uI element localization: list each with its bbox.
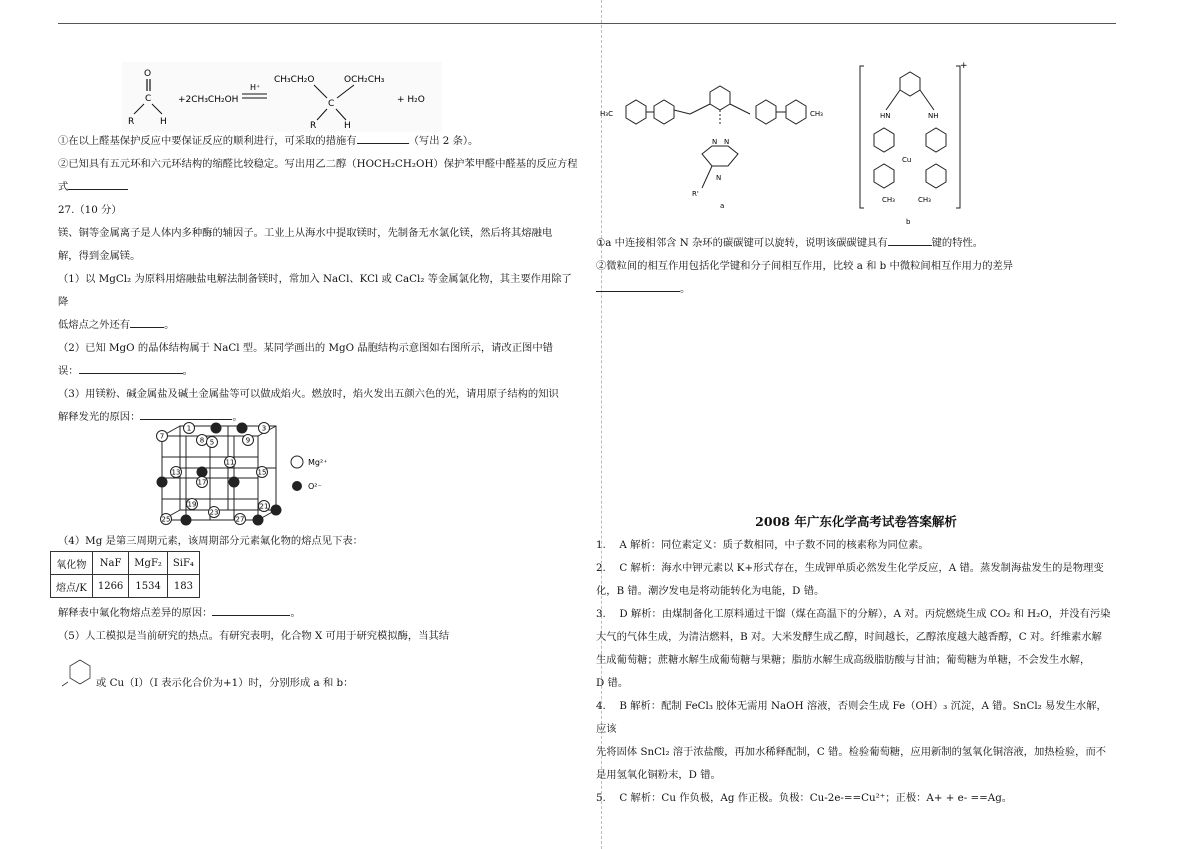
- svg-text:13: 13: [171, 468, 181, 477]
- svg-text:R': R': [692, 190, 699, 198]
- acetal-reaction-figure: [122, 62, 442, 132]
- svg-text:7: 7: [159, 432, 165, 441]
- table-cell: 氧化物: [51, 552, 93, 575]
- mg-legend-marker: [291, 456, 303, 468]
- svg-text:+2CH₃CH₂OH: +2CH₃CH₂OH: [178, 95, 239, 105]
- fig-question-b: ②微粒间的相互作用包括化学键和分子间相互作用，比较 a 和 b 中微粒间相互作用力的差异: [596, 260, 1014, 272]
- svg-text:CH₃CH₂O: CH₃CH₂O: [274, 75, 315, 85]
- q27-heading: 27.（10 分）: [58, 204, 122, 216]
- answer-blank[interactable]: [140, 407, 232, 420]
- svg-text:27: 27: [235, 515, 245, 524]
- svg-text:O²⁻: O²⁻: [308, 482, 322, 491]
- svg-text:+: +: [960, 61, 968, 71]
- answer-blank[interactable]: [212, 603, 290, 616]
- left-column-text: [58, 130, 580, 429]
- answer-title: 2008 年广东化学高考试卷答案解析: [755, 514, 957, 529]
- svg-text:H₃C: H₃C: [600, 110, 613, 118]
- svg-text:C: C: [328, 99, 335, 109]
- svg-text:NH: NH: [928, 112, 939, 120]
- q27-part-3: （3）用镁粉、碱金属盐及碱土金属盐等可以做成焰火。燃放时，焰火发出五颜六色的光，请用原子结构的知识: [58, 388, 559, 400]
- table-cell: 1534: [129, 575, 168, 598]
- answer-blank[interactable]: [596, 279, 680, 292]
- svg-text:21: 21: [259, 502, 269, 511]
- answer-3-cont: 生成葡萄糖；蔗糖水解生成葡萄糖与果糖；脂肪水解生成高级脂肪酸与甘油；葡萄糖为单糖，不会发生水解，: [596, 654, 1091, 666]
- svg-text:15: 15: [257, 468, 267, 477]
- fig-question-a: ①a 中连接相邻含 N 杂环的碳碳键可以旋转，说明该碳碳键具有 键的特性。: [596, 232, 1116, 255]
- svg-text:1: 1: [186, 424, 192, 433]
- svg-text:Mg²⁺: Mg²⁺: [308, 458, 328, 467]
- q27-part-2-cont: 误： 。: [58, 360, 580, 383]
- svg-text:25: 25: [161, 515, 171, 524]
- fig-question-b-cont: 。: [596, 278, 1116, 301]
- compound-x-structure: [60, 654, 100, 688]
- svg-text:OCH₂CH₃: OCH₂CH₃: [344, 75, 385, 85]
- svg-text:a: a: [720, 202, 725, 210]
- q27-part-4: （4）Mg 是第三周期元素，该周期部分元素氟化物的熔点见下表：: [58, 535, 363, 547]
- table-cell: NaF: [92, 552, 128, 575]
- svg-text:23: 23: [209, 508, 219, 517]
- q27-intro: 镁、铜等金属离子是人体内多种酶的辅因子。工业上从海水中提取镁时，先制备无水氯化镁，然后将其熔融电: [58, 227, 553, 239]
- answer-3-cont: 大气的气体生成，为清洁燃料，B 对。大米发酵生成乙醇，时间越长，乙醇浓度越大越香醇，C 对。纤维素水解: [596, 631, 1102, 643]
- melting-point-table: [50, 551, 200, 598]
- answer-5: 5. C 解析：Cu 作负极，Ag 作正极。负极：Cu-2e-==Cu²⁺；正极：A+ + e- ==Ag。: [596, 792, 1013, 804]
- svg-text:H: H: [160, 117, 167, 127]
- q27-intro-cont: 解，得到金属镁。: [58, 250, 141, 262]
- svg-text:19: 19: [187, 500, 197, 509]
- svg-text:H: H: [344, 121, 351, 131]
- svg-text:N: N: [724, 138, 730, 146]
- table-row: [51, 552, 200, 575]
- svg-text:HN: HN: [880, 112, 891, 120]
- q26-item-1: ①在以上醛基保护反应中要保证反应的顺利进行，可采取的措施有 （写出 2 条）。: [58, 130, 580, 153]
- right-column-text: [596, 232, 1116, 301]
- answer-1: 1. A 解析：同位素定义：质子数相同，中子数不同的核素称为同位素。: [596, 539, 929, 551]
- table-cell: MgF₂: [129, 552, 168, 575]
- svg-text:17: 17: [197, 478, 207, 487]
- q27-part-4-5: 解释表中氟化物熔点差异的原因： 。 （5）人工模拟是当前研究的热点。有研究表明，化合物 X 可用于研究模拟酶，当其结: [58, 602, 580, 648]
- answer-4: 4. B 解析：配制 FeCl₃ 胶体无需用 NaOH 溶液，否则会生成 Fe（OH）₃ 沉淀，A 错。SnCl₂ 易发生水解，应该: [596, 700, 1107, 735]
- svg-text:5: 5: [209, 438, 215, 447]
- svg-text:9: 9: [245, 436, 251, 445]
- svg-text:O: O: [144, 69, 152, 79]
- q27-part-1-cont: 低熔点之外还有 。: [58, 314, 580, 337]
- answer-4-cont: 是用氢氧化铜粉末，D 错。: [596, 769, 721, 781]
- q27-part-1: （1）以 MgCl₂ 为原料用熔融盐电解法制备镁时，常加入 NaCl、KCl 或 CaCl₂ 等金属氯化物，其主要作用除了降: [58, 273, 572, 308]
- q27-part-3-cont: 解释发光的原因： 。: [58, 406, 580, 429]
- answer-blank[interactable]: [68, 177, 128, 190]
- svg-text:3: 3: [261, 424, 267, 433]
- svg-text:H⁺: H⁺: [250, 83, 261, 92]
- complex-b-figure: [856, 62, 966, 232]
- svg-text:b: b: [906, 218, 911, 226]
- answer-section: [596, 510, 1116, 810]
- table-cell: 熔点/K: [51, 575, 93, 598]
- svg-text:R: R: [128, 117, 135, 127]
- svg-text:CH₃: CH₃: [810, 110, 823, 118]
- answer-blank[interactable]: [888, 233, 932, 246]
- answer-2-cont: 化，B 错。潮汐发电是将动能转化为电能，D 错。: [596, 585, 825, 597]
- mgo-lattice-figure: [152, 420, 342, 526]
- svg-text:+ H₂O: + H₂O: [397, 95, 425, 105]
- svg-text:N: N: [712, 138, 718, 146]
- q27-part-2: （2）已知 MgO 的晶体结构属于 NaCl 型。某同学画出的 MgO 晶胞结构示意图如右图所示，请改正图中错: [58, 342, 553, 354]
- svg-text:Cu: Cu: [902, 156, 912, 164]
- q27-part-5-cont: 或 Cu（I）（I 表示化合价为+1）时，分别形成 a 和 b：: [96, 677, 354, 689]
- o-legend-marker: [292, 481, 302, 491]
- svg-text:C: C: [145, 94, 152, 104]
- answer-3: 3. D 解析：由煤制备化工原料通过干馏（煤在高温下的分解），A 对。丙烷燃烧生成 CO₂ 和 H₂O，并没有污染: [596, 608, 1111, 620]
- complex-a-figure: [596, 62, 858, 212]
- svg-text:CH₃: CH₃: [882, 196, 895, 204]
- svg-text:8: 8: [199, 436, 205, 445]
- answer-blank[interactable]: [130, 315, 164, 328]
- q26-item-2: ②已知具有五元环和六元环结构的缩醛比较稳定。写出用乙二醇（HOCH₂CH₂OH）保护苯甲醛中醛基的反应方程: [58, 158, 578, 170]
- table-cell: SiF₄: [167, 552, 199, 575]
- svg-text:CH₃: CH₃: [918, 196, 931, 204]
- table-cell: 183: [167, 575, 199, 598]
- table-row: [51, 575, 200, 598]
- answer-3-cont: D 错。: [596, 677, 629, 689]
- q26-item-2-cont: 式: [58, 176, 580, 199]
- answer-blank[interactable]: [357, 131, 409, 144]
- answer-2: 2. C 解析：海水中钾元素以 K+形式存在，生成钾单质必然发生化学反应，A 错。蒸发制海盐发生的是物理变: [596, 562, 1104, 574]
- answer-4-cont: 先将固体 SnCl₂ 溶于浓盐酸，再加水稀释配制，C 错。检验葡萄糖，应用新制的氢氧化铜溶液，加热检验，而不: [596, 746, 1107, 758]
- page-top-rule: [58, 23, 1116, 24]
- answer-blank[interactable]: [79, 361, 183, 374]
- svg-text:R: R: [310, 121, 317, 131]
- svg-text:N: N: [716, 174, 722, 182]
- table-cell: 1266: [92, 575, 128, 598]
- svg-text:11: 11: [225, 458, 235, 467]
